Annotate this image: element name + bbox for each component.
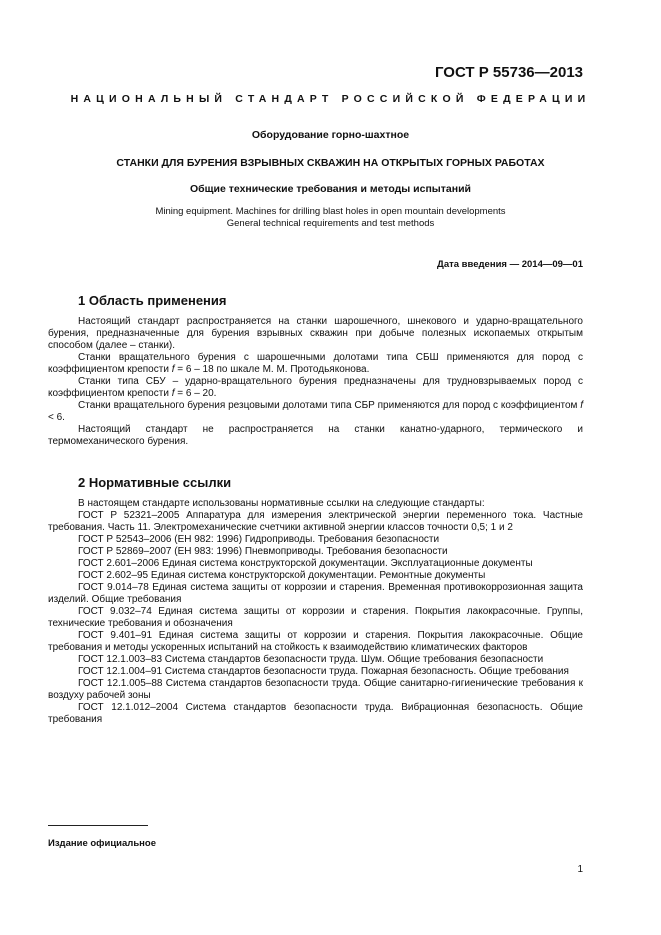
reference-item: ГОСТ 12.1.004–91 Система стандартов безопасности труда. Пожарная безопасность. Общие требования (78, 666, 569, 677)
standard-type-title: НАЦИОНАЛЬНЫЙ СТАНДАРТ РОССИЙСКОЙ ФЕДЕРАЦИИ (70, 93, 591, 105)
reference-item: ГОСТ 12.1.012–2004 Система стандартов безопасности труда. Вибрационная безопасность. Общие требования (48, 702, 583, 725)
paragraph: Станки вращательного бурения резцовыми долотами типа СБР применяются для пород с коэффициентом f < 6. (48, 400, 583, 423)
main-title: СТАНКИ ДЛЯ БУРЕНИЯ ВЗРЫВНЫХ СКВАЖИН НА ОТКРЫТЫХ ГОРНЫХ РАБОТАХ (116, 157, 545, 169)
section-scope (48, 295, 583, 448)
reference-item: ГОСТ 9.401–91 Единая система защиты от коррозии и старения. Покрытия лакокрасочные. Общие требования и методы ускоренных испытаний на стойкость к взаимодействию климатических факторов (48, 630, 583, 653)
page-number: 1 (577, 864, 583, 875)
english-title-line-2: General technical requirements and test methods (226, 218, 435, 229)
introduction-date: Дата введения — 2014—09—01 (437, 259, 583, 270)
section-heading: 1 Область применения (78, 293, 227, 308)
reference-item: ГОСТ 2.601–2006 Единая система конструкторской документации. Эксплуатационные документы (78, 558, 533, 569)
section-heading: 2 Нормативные ссылки (78, 475, 232, 490)
english-title-line-1: Mining equipment. Machines for drilling blast holes in open mountain developments (155, 206, 506, 217)
footnote-divider (48, 825, 148, 826)
reference-item: ГОСТ 12.1.003–83 Система стандартов безопасности труда. Шум. Общие требования безопасности (78, 654, 544, 665)
reference-item: ГОСТ 2.602–95 Единая система конструкторской документации. Ремонтные документы (78, 570, 486, 581)
reference-item: ГОСТ 9.032–74 Единая система защиты от коррозии и старения. Покрытия лакокрасочные. Группы, технические требования и обозначения (48, 606, 583, 629)
group-title: Оборудование горно-шахтное (251, 129, 410, 141)
reference-item: ГОСТ Р 52543–2006 (ЕН 982: 1996) Гидроприводы. Требования безопасности (78, 534, 440, 545)
english-title (40, 206, 621, 230)
paragraph: Станки типа СБУ – ударно-вращательного бурения предназначены для трудновзрываемых пород с коэффициентом крепости f = 6 – 20. (48, 376, 583, 399)
reference-item: ГОСТ 12.1.005–88 Система стандартов безопасности труда. Общие санитарно-гигиенические требования к воздуху рабочей зоны (48, 678, 583, 701)
paragraph: Станки вращательного бурения с шарошечными долотами типа СБШ применяются для пород с коэффициентом крепости f = 6 – 18 по шкале М. М. Протодьяконова. (48, 352, 583, 375)
reference-item: ГОСТ Р 52869–2007 (ЕН 983: 1996) Пневмоприводы. Требования безопасности (78, 546, 448, 557)
reference-item: В настоящем стандарте использованы нормативные ссылки на следующие стандарты: (78, 498, 485, 509)
standard-number: ГОСТ Р 55736—2013 (434, 64, 583, 81)
paragraph: Настоящий стандарт не распространяется на станки канатно-ударного, термического и термомеханического бурения. (48, 424, 583, 447)
paragraph: Настоящий стандарт распространяется на станки шарошечного, шнекового и ударно-вращательного бурения, предназначенные для бурения взрывных скважин при добыче полезных ископаемых открытым способом (далее – станки). (48, 316, 583, 351)
edition-label: Издание официальное (48, 838, 156, 849)
reference-item: ГОСТ 9.014–78 Единая система защиты от коррозии и старения. Временная противокоррозионная защита изделий. Общие требования (48, 582, 583, 605)
reference-item: ГОСТ Р 52321–2005 Аппаратура для измерения электрической энергии переменного тока. Частные требования. Часть 11. Электромеханические счетчики активной энергии классов точности 0,5; 1 и 2 (48, 510, 583, 533)
section-normative-references (48, 477, 583, 726)
sub-title: Общие технические требования и методы испытаний (190, 183, 471, 195)
